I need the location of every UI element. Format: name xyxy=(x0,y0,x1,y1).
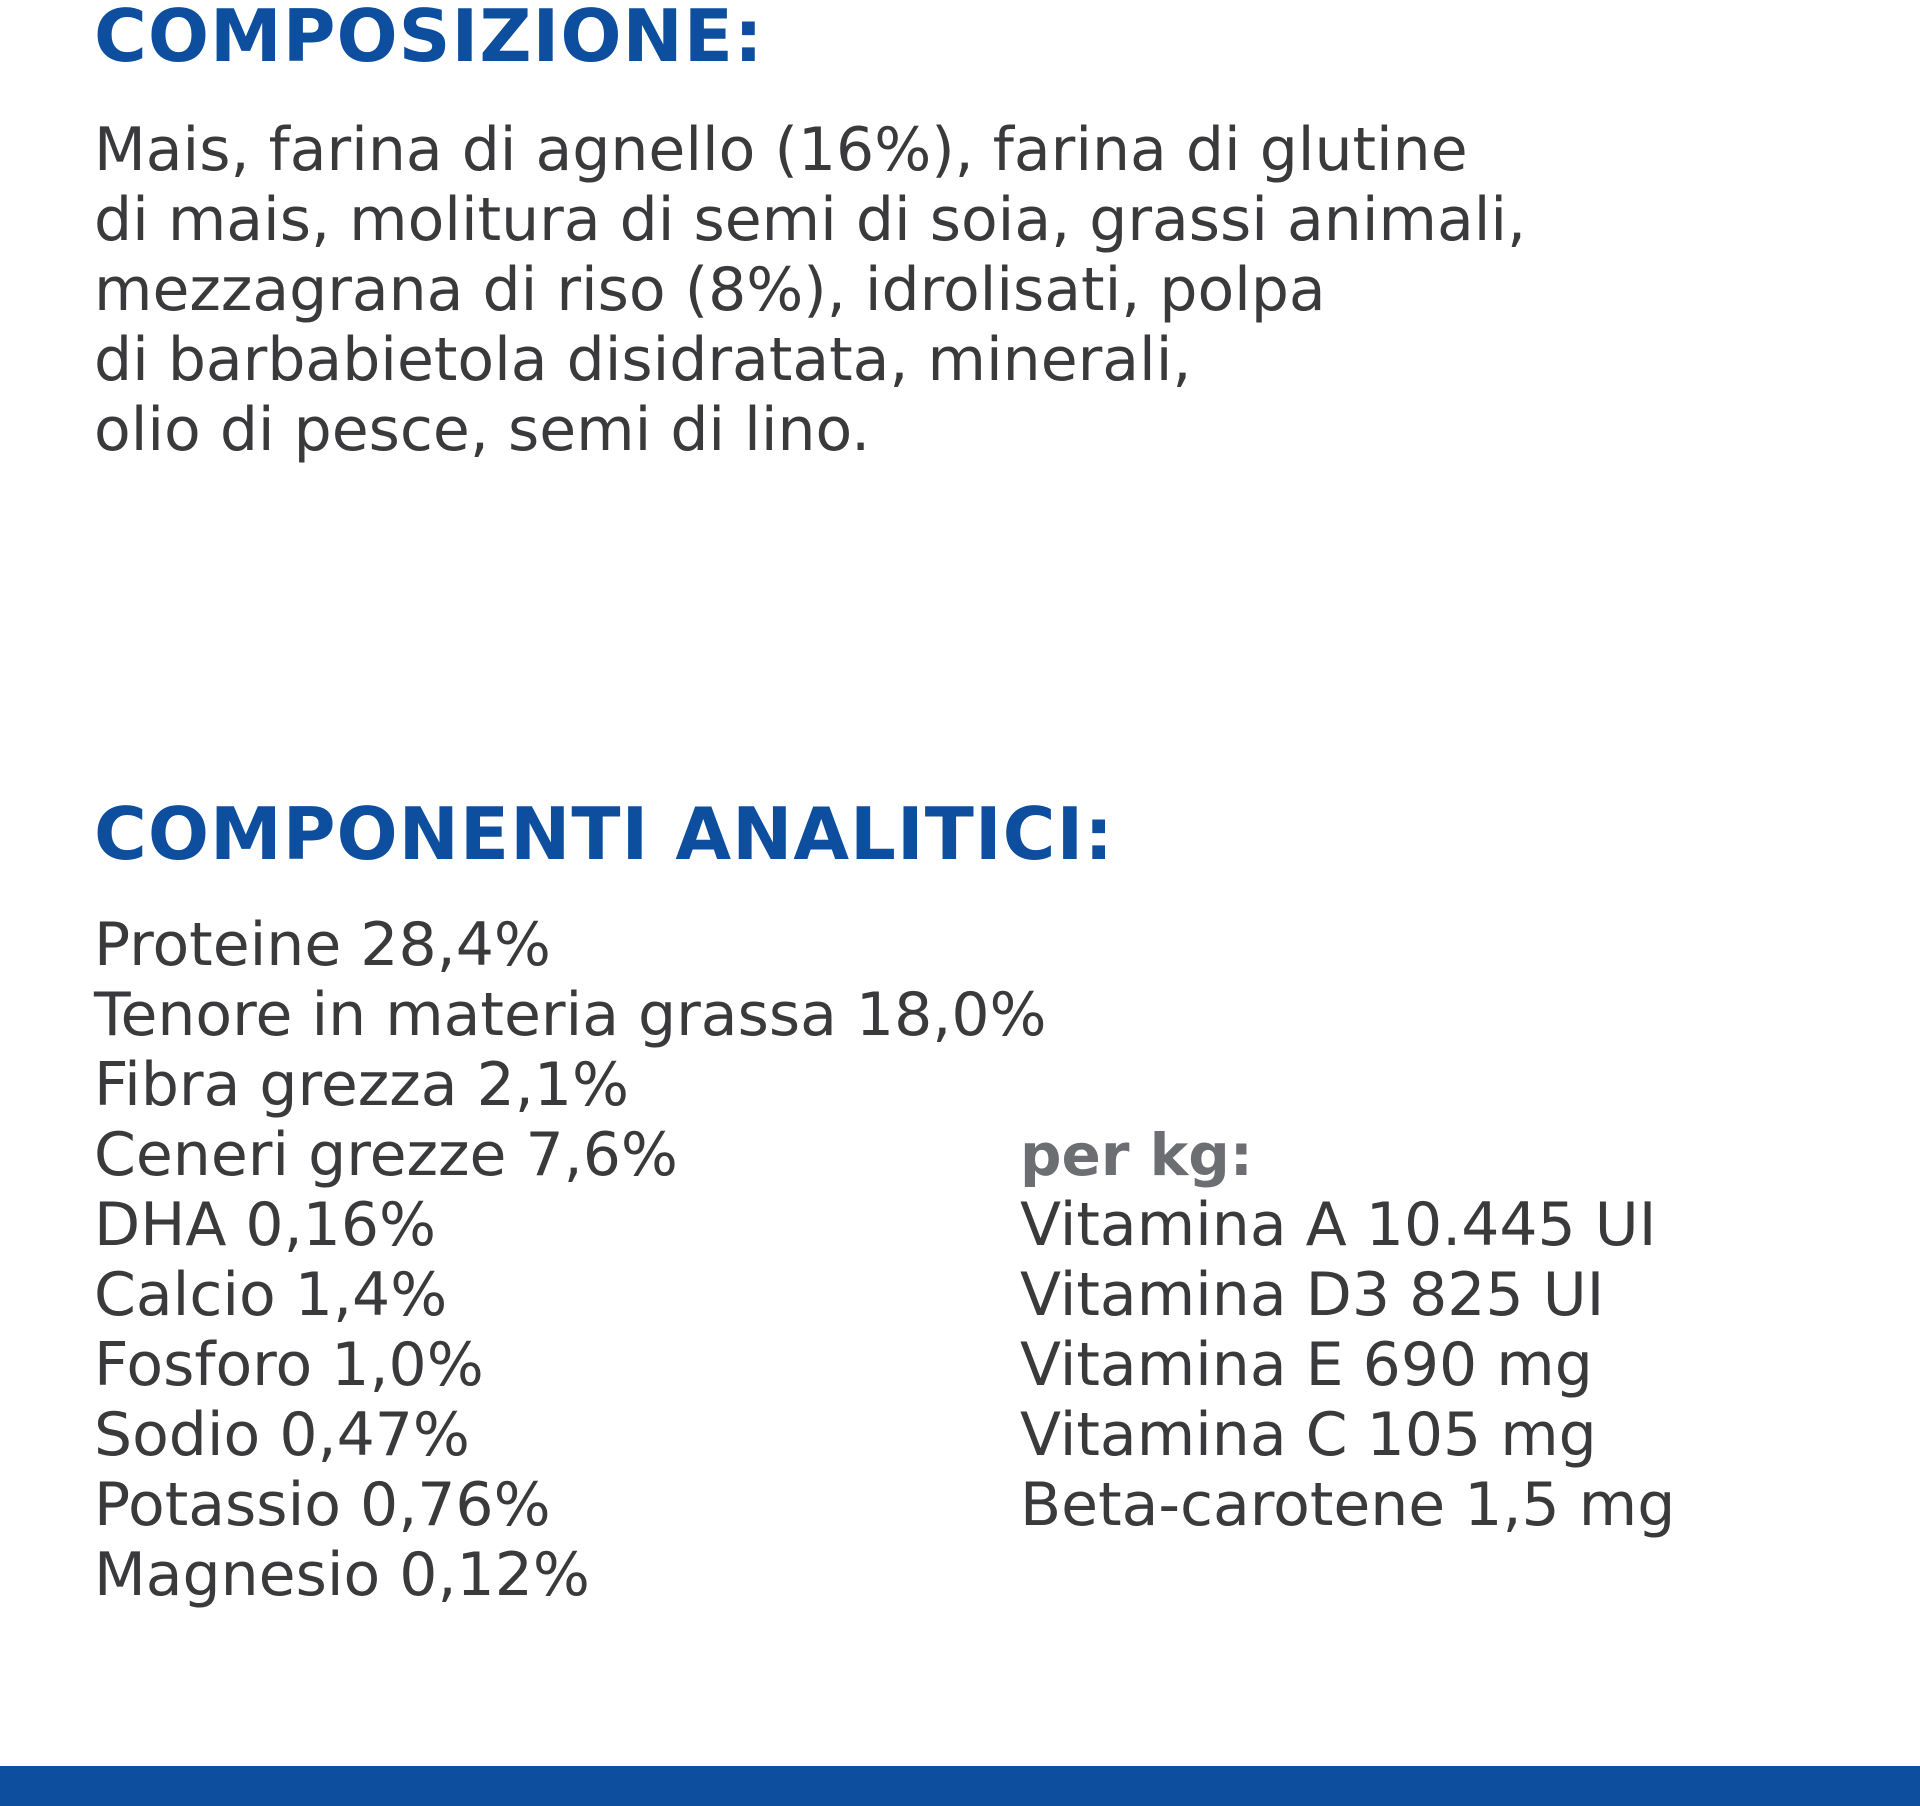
analytical-item: Proteine 28,4% xyxy=(94,910,551,980)
analytical-item: Magnesio 0,12% xyxy=(94,1540,590,1610)
composition-line: olio di pesce, semi di lino. xyxy=(94,395,871,465)
composition-heading: COMPOSIZIONE: xyxy=(94,0,764,78)
composition-line: mezzagrana di riso (8%), idrolisati, polpa xyxy=(94,255,1326,325)
bottom-brand-bar xyxy=(0,1766,1920,1806)
vitamin-item: Vitamina A 10.445 UI xyxy=(1020,1190,1657,1260)
vitamin-list xyxy=(1020,1190,1675,1540)
analytical-item: Calcio 1,4% xyxy=(94,1260,448,1330)
analytical-item: Ceneri grezze 7,6% xyxy=(94,1120,678,1190)
vitamin-item: Vitamina D3 825 UI xyxy=(1020,1260,1605,1330)
analytical-item: Potassio 0,76% xyxy=(94,1470,551,1540)
analytical-components-heading: COMPONENTI ANALITICI: xyxy=(94,792,1115,876)
analytical-item: Fibra grezza 2,1% xyxy=(94,1050,630,1120)
vitamin-item: Vitamina C 105 mg xyxy=(1020,1400,1597,1470)
analytical-item: Sodio 0,47% xyxy=(94,1400,470,1470)
vitamin-item: Vitamina E 690 mg xyxy=(1020,1330,1593,1400)
composition-line: Mais, farina di agnello (16%), farina di glutine xyxy=(94,115,1468,185)
per-kg-title: per kg: xyxy=(1020,1121,1253,1189)
per-kg-section xyxy=(1020,1120,1675,1540)
vitamin-item: Beta-carotene 1,5 mg xyxy=(1020,1470,1676,1540)
composition-line: di mais, molitura di semi di soia, grassi animali, xyxy=(94,185,1527,255)
analytical-item: Fosforo 1,0% xyxy=(94,1330,484,1400)
composition-line: di barbabietola disidratata, minerali, xyxy=(94,325,1192,395)
composition-text xyxy=(94,115,1526,465)
analytical-item: DHA 0,16% xyxy=(94,1190,437,1260)
analytical-item: Tenore in materia grassa 18,0% xyxy=(94,980,1047,1050)
analytical-components-list xyxy=(94,910,1047,1610)
